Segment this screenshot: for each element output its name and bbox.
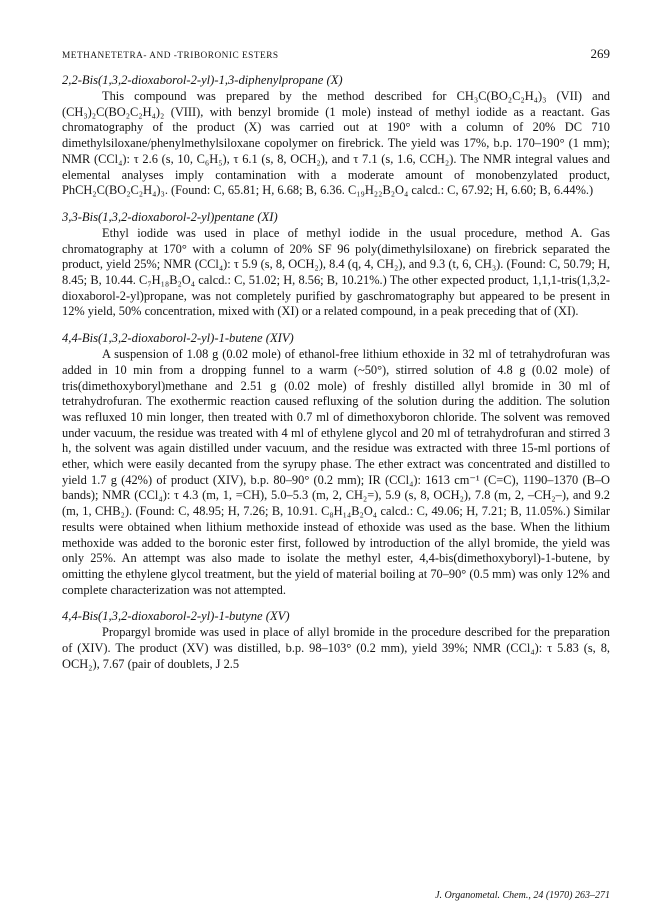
section-compound-xv [62, 608, 610, 672]
section-compound-xiv [62, 330, 610, 598]
section-title: 4,4-Bis(1,3,2-dioxaborol-2-yl)-1-butyne (XV) [62, 609, 290, 624]
journal-citation: J. Organometal. Chem., 24 (1970) 263–271 [435, 890, 610, 901]
section-title: 3,3-Bis(1,3,2-dioxaborol-2-yl)pentane (XI) [62, 209, 278, 224]
section-paragraph: A suspension of 1.08 g (0.02 mole) of ethanol-free lithium ethoxide in 32 ml of tetrahydrofuran was added in 10 min from a dropping funnel to a warm (~50°), stirred solution of 4.8 g (0.02 mole) of tris(dimethoxyboryl)methane and 2.51 g (0.02 mole) of freshly distilled allyl bromide in 30 ml of tetrahydrofuran. The exothermic reaction caused refluxing of the solution during the addition. The solution was refluxed 10 min longer, then treated with 0.7 ml of dimethoxyboron chloride. The solvent was removed under vacuum, the residue was treated with 4 ml of ethylene glycol and 20 ml of tetrahydrofuran and stirred 3 h, the solvent was again distilled under vacuum, and the residue was extracted with three 15-ml portions of ether, which were easily decanted from the syrupy phase. The ether extract was concentrated and distilled to yield 1.7 g (42%) of product (XIV), b.p. 80–90° (0.2 mm); IR (CCl₄): 1613 cm⁻¹ (C=C), 1190–1370 (B–O bands); NMR (CCl₄): τ 4.3 (m, 1, =CH), 5.0–5.3 (m, 2, CH₂=), 5.9 (s, 8, OCH₂), 7.8 (m, 2, –CH₂–), and 9.2 (m, 1, CHB₂). (Found: C, 48.95; H, 7.26; B, 10.91. C₈H₁₄B₂O₄ calcd.: C, 49.06; H, 7.21; B, 11.05%.) Similar results were obtained when lithium methoxide instead of ethoxide was used as the base. When the lithium methoxide was added to the boronic ester first, followed by introduction of the allyl bromide, the yield was only 25%. An attempt was also made to isolate the methyl ester, 4,4-bis(dimethoxyboryl)-1-butene, by omitting the ethylene glycol treatment, but the yield of material boiling at 70–90° (0.5 mm) was only 12% and complete characterization was not attempted. [62, 347, 610, 597]
section-paragraph: Propargyl bromide was used in place of allyl bromide in the procedure described for the preparation of (XIV). The product (XV) was distilled, b.p. 98–103° (0.2 mm), yield 39%; NMR (CCl₄): τ 5.83 (s, 8, OCH₂), 7.67 (pair of doublets, J 2.5 [62, 625, 610, 671]
section-title: 2,2-Bis(1,3,2-dioxaborol-2-yl)-1,3-diphenylpropane (X) [62, 73, 343, 87]
section-title: 4,4-Bis(1,3,2-dioxaborol-2-yl)-1-butene (XIV) [62, 331, 294, 346]
running-title: METHANETETRA- AND -TRIBORONIC ESTERS [62, 51, 279, 61]
section-compound-xi [62, 209, 610, 320]
running-header [62, 46, 610, 72]
section-paragraph: Ethyl iodide was used in place of methyl iodide in the usual procedure, method A. Gas chromatography at 170° with a column of 20% SF 96 poly(dimethylsiloxane) on firebrick separated the product, yield 25%; NMR (CCl₄): τ 5.9 (s, 8, OCH₂), 8.4 (q, 4, CH₂), and 9.3 (t, 6, CH₃). (Found: C, 50.79; H, 8.45; B, 10.44. C₇H₁₈B₂O₄ calcd.: C, 51.02; H, 8.56; B, 10.21%.) The other expected product, 1,1,1-tris(1,3,2-dioxaborol-2-yl)propane, was not completely purified by gaschromatography but appeared to be present in 12% yield, 50% concentration, mixed with (XI) or a related compound, in a peak preceding that of (XI). [62, 225, 610, 319]
journal-page [62, 46, 610, 673]
section-paragraph: This compound was prepared by the method described for CH₃C(BO₂C₂H₄)₃ (VII) and (CH₃)₂C(BO₂C₂H₄)₂ (VIII), with benzyl bromide (1 mole) instead of methyl iodide as a reactant. Gas chromatography of the product (X) was carried out at 190° with a column of 20% DC 710 dimethylsiloxane/phenylmethylsiloxane copolymer on firebrick. The yield was 17%, b.p. 170–190° (1 mm); NMR (CCl₄): τ 2.6 (s, 10, C₆H₅), τ 6.1 (s, 8, OCH₂), and τ 7.1 (s, 1.6, CCH₂). The NMR integral values and elemental analyses imply contamination with a moderate amount of monobenzylated product, PhCH₂C(BO₂C₂H₄)₃. (Found: C, 65.81; H, 6.68; B, 6.36. C₁₉H₂₂B₂O₄ calcd.: C, 67.92; H, 6.60; B, 6.44%.) [62, 89, 610, 198]
section-compound-x [62, 72, 610, 199]
page-number: 269 [590, 46, 610, 61]
